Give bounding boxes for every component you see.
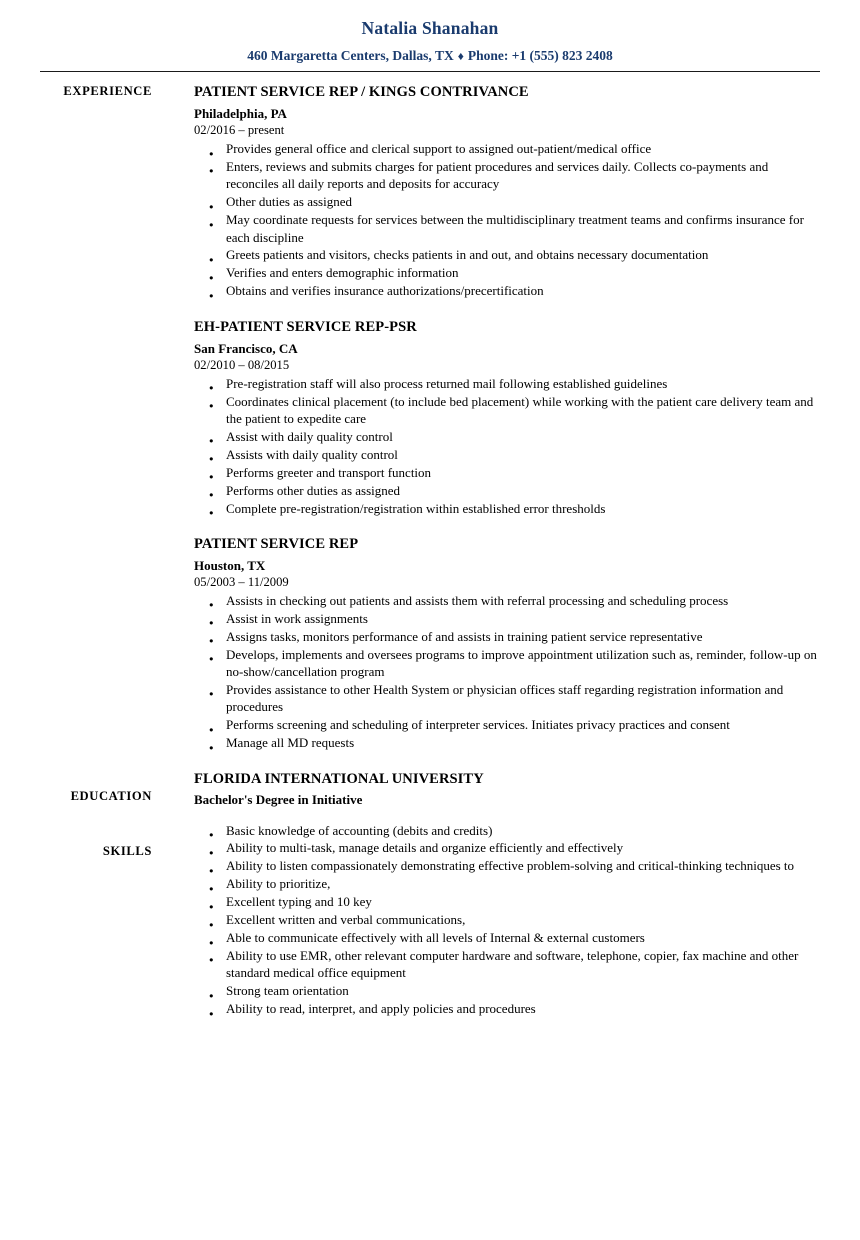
contact-line [40,48,820,64]
job-dates: 05/2003 – 11/2009 [194,574,289,589]
skill-bullet: ● Excellent written and verbal communications, [226,911,820,928]
job-bullet: ● Assigns tasks, monitors performance of and assists in training patient service representative [226,628,820,645]
job-bullet: ● Performs screening and scheduling of interpreter services. Initiates privacy practices and consent [226,716,820,733]
skill-bullet: ● Excellent typing and 10 key [226,893,820,910]
job-dates: 02/2016 – present [194,123,285,137]
header-divider [40,71,820,72]
job-bullet: ● Enters, reviews and submits charges for patient procedures and services daily. Collects co-payments and reconciles all daily reports and deposits for accuracy [226,158,820,193]
skill-bullet: ● Ability to multi-task, manage details and organize efficiently and effectively [226,839,820,856]
job-bullet-list [194,140,820,300]
education-school: FLORIDA INTERNATIONAL UNIVERSITY [194,770,484,787]
job-location: Philadelphia, PA [194,106,287,121]
skills-section [194,822,820,1018]
job-bullet: ● Manage all MD requests [226,734,820,751]
section-label-education: EDUCATION [70,789,152,803]
section-labels-column [40,84,152,1018]
diamond-separator-icon: ♦ [457,49,464,63]
skill-bullet: ● Strong team orientation [226,982,820,999]
experience-section [194,84,820,752]
job-bullet: ● Develops, implements and oversees programs to improve appointment utilization such as, reminder, follow-up on no-show/cancellation program [226,646,820,681]
experience-entry [194,319,820,517]
job-title: EH-PATIENT SERVICE REP-PSR [194,318,417,335]
resume-body [40,84,820,1018]
job-bullet: ● Assist in work assignments [226,610,820,627]
job-bullet: ● Other duties as assigned [226,193,820,210]
resume-header [40,18,820,72]
candidate-name: Natalia Shanahan [361,18,499,38]
job-bullet: ● Obtains and verifies insurance authorizations/precertification [226,282,820,299]
resume-content-column [152,84,820,1018]
skill-bullet: ● Basic knowledge of accounting (debits and credits) [226,822,820,839]
job-bullet: ● Pre-registration staff will also process returned mail following established guidelines [226,375,820,392]
job-bullet: ● Assists with daily quality control [226,446,820,463]
contact-phone: Phone: +1 (555) 823 2408 [467,48,613,63]
job-title: PATIENT SERVICE REP [194,535,359,552]
education-degree: Bachelor's Degree in Initiative [194,791,363,807]
job-bullet: ● Performs greeter and transport function [226,464,820,481]
experience-entry [194,536,820,752]
job-location: San Francisco, CA [194,340,298,356]
job-bullet: ● Assists in checking out patients and assists them with referral processing and scheduling process [226,592,820,609]
job-bullet: ● Assist with daily quality control [226,428,820,445]
job-bullet: ● Coordinates clinical placement (to include bed placement) while working with the patient care delivery team and the patient to expedite care [226,393,820,428]
job-bullet: ● Provides general office and clerical support to assigned out-patient/medical office [226,140,820,157]
skill-bullet: ● Ability to prioritize, [226,875,820,892]
job-bullet: ● May coordinate requests for services between the multidisciplinary treatment teams and confirms insurance for each discipline [226,211,820,246]
job-location: Houston, TX [194,557,266,573]
job-title: PATIENT SERVICE REP / KINGS CONTRIVANCE [194,84,529,100]
skill-bullet: ● Able to communicate effectively with all levels of Internal & external customers [226,929,820,946]
job-bullet-list [194,592,820,752]
job-bullet: ● Complete pre-registration/registration within established error thresholds [226,500,820,517]
skill-bullet: ● Ability to read, interpret, and apply policies and procedures [226,1000,820,1017]
job-bullet: ● Provides assistance to other Health System or physician offices staff regarding registration information and procedures [226,681,820,716]
job-bullet: ● Performs other duties as assigned [226,482,820,499]
section-label-experience: EXPERIENCE [63,84,152,98]
section-label-skills: SKILLS [102,844,152,858]
contact-address: 460 Margaretta Centers, Dallas, TX [247,48,454,63]
skill-bullet: ● Ability to use EMR, other relevant computer hardware and software, telephone, copier, fax machine and other standard medical office equipment [226,947,820,982]
job-bullet: ● Verifies and enters demographic information [226,264,820,281]
education-section [194,771,820,808]
job-dates: 02/2010 – 08/2015 [194,357,290,372]
job-bullet-list [194,375,820,517]
experience-entry [194,84,820,300]
job-bullet: ● Greets patients and visitors, checks patients in and out, and obtains necessary documentation [226,246,820,263]
skill-bullet: ● Ability to listen compassionately demonstrating effective problem-solving and critical-thinking techniques to [226,857,820,874]
skills-bullet-list [194,822,820,1018]
